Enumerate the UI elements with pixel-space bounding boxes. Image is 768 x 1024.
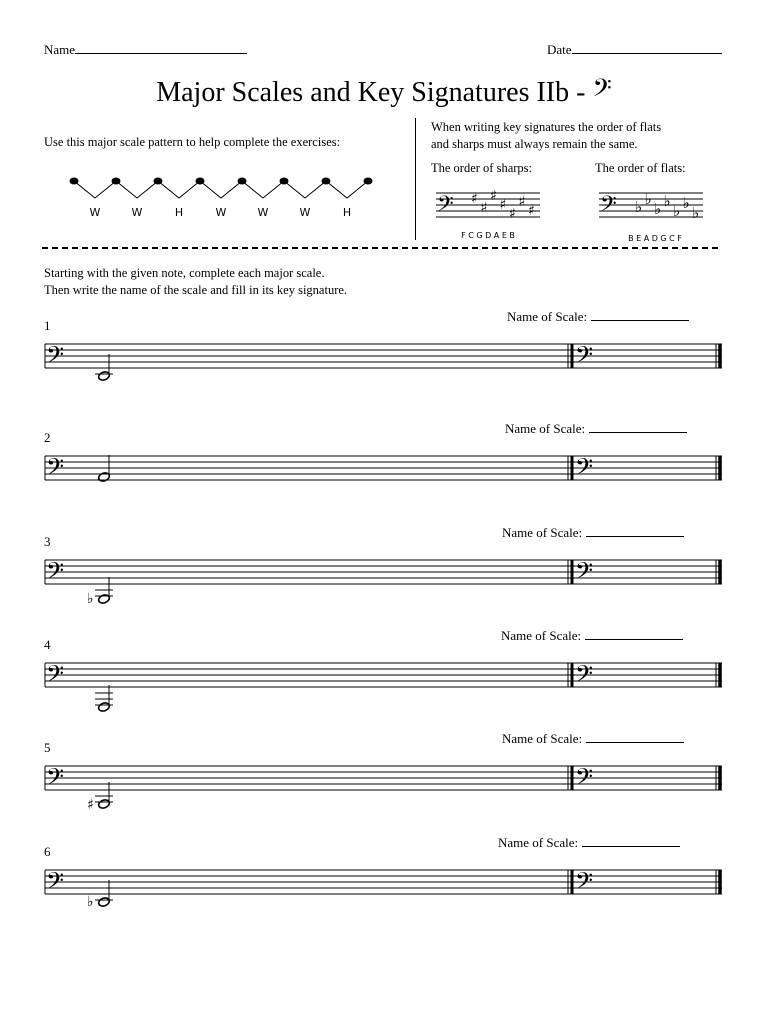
date-blank[interactable] [572, 42, 722, 54]
exercise-instructions [44, 265, 347, 299]
staff [40, 758, 730, 838]
scale-name-blank[interactable] [591, 308, 689, 321]
flat-icon: ♭ [87, 894, 94, 910]
scale-name-label: Name of Scale: [501, 628, 582, 643]
bass-clef-icon: 𝄢 [575, 867, 594, 900]
scale-name-field[interactable] [501, 627, 683, 644]
scale-name-blank[interactable] [586, 730, 684, 743]
exercise-number: 5 [44, 740, 51, 755]
pattern-step-label: W [257, 206, 269, 219]
pattern-step-label: W [89, 206, 101, 219]
bass-clef-icon: 𝄢 [46, 867, 65, 900]
bass-clef-icon: 𝄢 [575, 557, 594, 590]
instruction-line-1: Starting with the given note, complete each major scale. [44, 266, 325, 280]
scale-name-label: Name of Scale: [507, 309, 588, 324]
flats-label: The order of flats: [595, 161, 686, 175]
sharp-icon: ♯ [480, 200, 488, 216]
exercise-4 [0, 628, 768, 731]
flats-key-signature [597, 183, 707, 245]
sharps-key-signature [434, 183, 544, 241]
flat-icon: ♭ [644, 190, 652, 208]
scale-name-label: Name of Scale: [505, 421, 586, 436]
section-separator [42, 247, 718, 249]
flats-letters: B E A D G C F [628, 234, 682, 243]
scale-name-blank[interactable] [589, 420, 687, 433]
pattern-step-label: H [174, 206, 184, 219]
scale-name-field[interactable] [502, 730, 684, 747]
page-title [0, 74, 768, 109]
bass-clef-icon: 𝄢 [437, 192, 454, 222]
exercise-5 [0, 731, 768, 834]
exercise-6 [0, 835, 768, 938]
pattern-step-line [242, 181, 284, 198]
scale-name-field[interactable] [505, 420, 687, 437]
staff [40, 862, 730, 942]
bass-clef-icon: 𝄢 [46, 557, 65, 590]
bass-clef-icon: 𝄢 [575, 763, 594, 796]
bass-clef-icon: 𝄢 [46, 660, 65, 693]
exercise-1 [0, 309, 768, 412]
staff [40, 336, 730, 416]
exercise-2 [0, 421, 768, 524]
bass-clef-icon: 𝄢 [46, 453, 65, 486]
bass-clef-icon: 𝄢 [600, 192, 617, 222]
bass-clef-icon: 𝄢 [575, 660, 594, 693]
bass-clef-icon: 𝄢 [575, 453, 594, 486]
sharp-icon: ♯ [509, 206, 516, 222]
bass-clef-icon: 𝄢 [592, 74, 612, 109]
flat-icon: ♭ [692, 204, 700, 222]
order-text-line-1: When writing key signatures the order of flats [431, 120, 662, 134]
flat-icon: ♭ [663, 192, 671, 210]
pattern-step-line [74, 181, 116, 198]
scale-pattern-diagram [60, 168, 380, 228]
exercise-number: 4 [44, 637, 51, 652]
section-divider [415, 118, 416, 240]
sharp-icon: ♯ [499, 197, 507, 213]
name-label: Name [44, 42, 76, 57]
pattern-instruction: Use this major scale pattern to help complete the exercises: [44, 135, 341, 149]
sharp-icon: ♯ [471, 191, 478, 207]
exercise-number: 3 [44, 534, 51, 549]
sharp-icon: ♯ [528, 203, 535, 219]
exercise-number: 2 [44, 430, 51, 445]
sharp-icon: ♯ [518, 194, 526, 210]
scale-name-blank[interactable] [585, 627, 683, 640]
scale-name-field[interactable] [498, 834, 680, 851]
order-text-line-2: and sharps must always remain the same. [431, 137, 638, 151]
date-label: Date [547, 42, 572, 57]
pattern-step-line [116, 181, 158, 198]
flat-icon: ♭ [87, 591, 94, 607]
pattern-step-label: W [131, 206, 143, 219]
flat-icon: ♭ [673, 202, 681, 220]
scale-name-blank[interactable] [582, 834, 680, 847]
title-text: Major Scales and Key Signatures IIb - [156, 77, 586, 108]
pattern-step-label: W [215, 206, 227, 219]
sharp-icon: ♯ [490, 188, 497, 204]
order-description [431, 119, 661, 153]
scale-name-field[interactable] [507, 308, 689, 325]
exercise-number: 6 [44, 844, 51, 859]
bass-clef-icon: 𝄢 [46, 341, 65, 374]
date-field[interactable] [547, 42, 722, 58]
sharps-letters: F C G D A E B [461, 231, 515, 240]
sharps-label: The order of sharps: [431, 161, 533, 175]
pattern-note [364, 178, 373, 185]
staff [40, 552, 730, 632]
staff [40, 448, 730, 528]
instruction-line-2: Then write the name of the scale and fill in its key signature. [44, 283, 348, 297]
pattern-step-line [284, 181, 326, 198]
pattern-step-line [158, 181, 200, 198]
staff [40, 655, 730, 735]
exercise-number: 1 [44, 318, 51, 333]
pattern-step-line [200, 181, 242, 198]
pattern-step-label: W [299, 206, 311, 219]
flat-icon: ♭ [635, 198, 643, 216]
pattern-step-line [326, 181, 368, 198]
flat-icon: ♭ [682, 194, 690, 212]
flat-icon: ♭ [654, 200, 662, 218]
scale-name-label: Name of Scale: [502, 525, 583, 540]
scale-name-field[interactable] [502, 524, 684, 541]
bass-clef-icon: 𝄢 [46, 763, 65, 796]
exercise-3 [0, 525, 768, 628]
scale-name-label: Name of Scale: [502, 731, 583, 746]
sharp-icon: ♯ [87, 797, 94, 813]
bass-clef-icon: 𝄢 [575, 341, 594, 374]
name-blank[interactable] [75, 42, 247, 54]
scale-name-label: Name of Scale: [498, 835, 579, 850]
pattern-step-label: H [342, 206, 352, 219]
name-field[interactable] [44, 42, 247, 58]
scale-name-blank[interactable] [586, 524, 684, 537]
